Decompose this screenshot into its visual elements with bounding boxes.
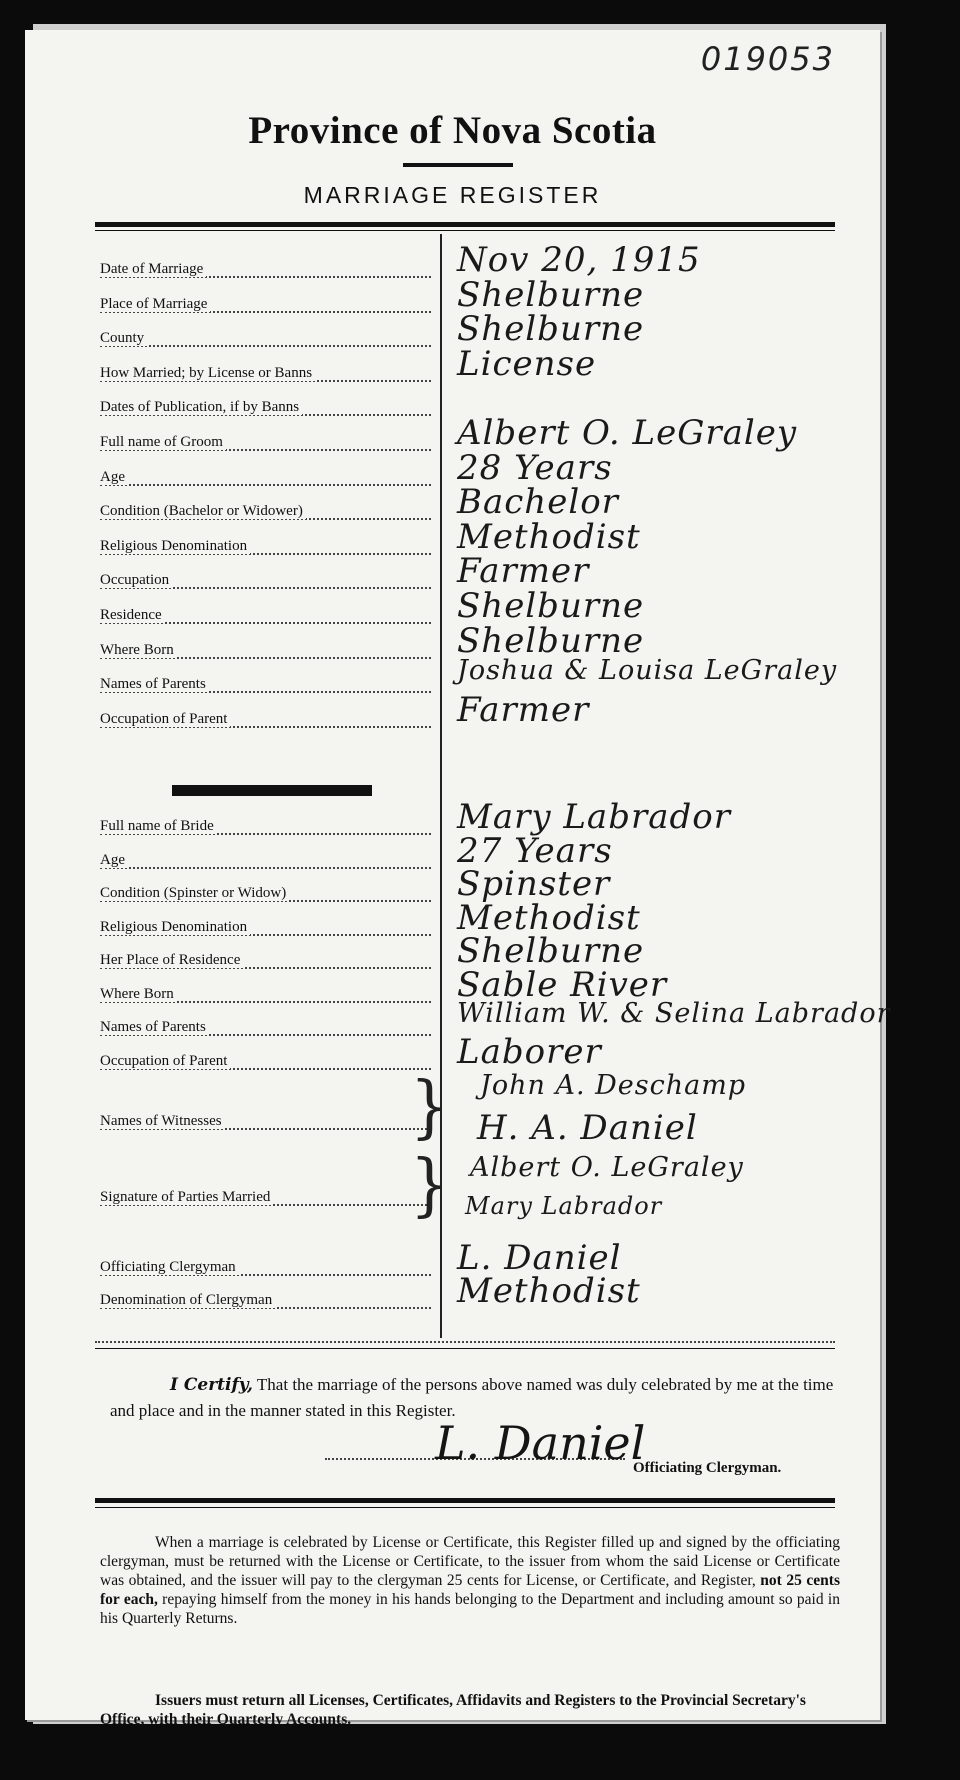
field-label: Condition (Spinster or Widow) [100, 885, 289, 901]
field-label: Date of Marriage [100, 261, 206, 277]
field-label: Dates of Publication, if by Banns [100, 399, 302, 415]
field-value: Farmer [457, 689, 590, 730]
field-value: Spinster [457, 864, 611, 904]
section-separator [172, 785, 372, 796]
signatures-row [100, 1188, 435, 1210]
field-row [100, 1018, 435, 1040]
field-value: Methodist [457, 897, 641, 938]
field-label: Residence [100, 607, 165, 623]
page-title: Province of Nova Scotia [248, 109, 657, 152]
field-value: Sable River [457, 964, 668, 1005]
return-notice [100, 1533, 840, 1628]
field-label: Denomination of Clergyman [100, 1292, 275, 1308]
field-row [100, 398, 435, 420]
header-rule-thin [95, 230, 835, 231]
field-label: Her Place of Residence [100, 952, 243, 968]
clergyman-signature: L. Daniel [435, 1416, 646, 1470]
field-value: Joshua & Louisa LeGraley [457, 655, 838, 687]
notice-part-1: When a marriage is celebrated by License or Certificate, this Register filled up and signed by the officiating clergyman, must be returned with the License or Certificate, to the issuer from whom the said License or Certificate was obtained, and the issuer will pay to the clergyman 25 cents for License, or Certificate, and Register, [100, 1534, 840, 1589]
field-value: 27 Years [457, 830, 613, 871]
field-value: Shelburne [457, 309, 645, 350]
field-label: Religious Denomination [100, 919, 250, 935]
field-label: Where Born [100, 642, 177, 658]
signatures-label: Signature of Parties Married [100, 1189, 273, 1205]
field-value: L. Daniel [457, 1238, 622, 1278]
field-label: Full name of Groom [100, 434, 226, 450]
certify-rule [95, 1348, 835, 1349]
issuers-note: Issuers must return all Licenses, Certificates, Affidavits and Registers to the Provincial Secretary's Office, with their Quarterly Accounts. [100, 1692, 806, 1728]
field-row [100, 641, 435, 663]
field-row [100, 329, 435, 351]
certify-lead: I Certify, [170, 1375, 253, 1395]
signature-caption: Officiating Clergyman. [633, 1460, 782, 1476]
witnesses-label: Names of Witnesses [100, 1113, 225, 1129]
field-row [100, 1291, 435, 1313]
field-label: Names of Parents [100, 676, 209, 692]
field-label: Names of Parents [100, 1019, 209, 1035]
title-underline [403, 163, 513, 167]
field-label: Full name of Bride [100, 818, 217, 834]
field-value: Bachelor [457, 482, 619, 523]
field-value: Shelburne [457, 620, 645, 661]
field-row [100, 1052, 435, 1074]
field-label: Age [100, 852, 128, 868]
field-row [100, 918, 435, 940]
witness-1: John A. Deschamp [480, 1070, 747, 1101]
field-label: Where Born [100, 986, 177, 1002]
notice-rule-thin [95, 1507, 835, 1508]
field-label: Place of Marriage [100, 296, 210, 312]
witnesses-row [100, 1112, 435, 1134]
field-label: Occupation of Parent [100, 711, 230, 727]
field-value: Methodist [457, 516, 641, 557]
field-row [100, 606, 435, 628]
witness-2: H. A. Daniel [477, 1108, 698, 1148]
field-row [100, 571, 435, 593]
field-value: License [457, 343, 597, 384]
field-row [100, 364, 435, 386]
field-row [100, 710, 435, 732]
field-value: Farmer [457, 551, 590, 592]
field-row [100, 433, 435, 455]
field-label: Occupation of Parent [100, 1053, 230, 1069]
field-row [100, 502, 435, 524]
field-label: Occupation [100, 572, 172, 588]
field-label: Religious Denomination [100, 538, 250, 554]
signature-groom: Albert O. LeGraley [470, 1152, 744, 1183]
field-value: William W. & Selina Labrador [457, 998, 891, 1029]
signature-bride: Mary Labrador [465, 1192, 663, 1220]
field-row [100, 817, 435, 839]
notice-part-2: repaying himself from the money in his hands belonging to the Department and including amount so paid in his Quarterly Returns. [100, 1591, 840, 1627]
clergy-rule [95, 1340, 835, 1343]
field-row [100, 851, 435, 873]
field-value: 28 Years [457, 447, 613, 488]
field-value: Shelburne [457, 586, 645, 626]
field-value: Shelburne [457, 931, 645, 971]
field-label: County [100, 330, 147, 346]
field-value: Laborer [457, 1031, 602, 1072]
field-value: Nov 20, 1915 [457, 240, 701, 280]
field-row [100, 985, 435, 1007]
field-label: How Married; by License or Banns [100, 365, 315, 381]
field-row [100, 260, 435, 282]
field-value: Methodist [457, 1271, 641, 1311]
certify-body: That the marriage of the persons above named was duly celebrated by me at the time and place and in the manner stated in this Register. [110, 1375, 834, 1420]
field-row [100, 951, 435, 973]
field-row [100, 675, 435, 697]
register-form [25, 30, 891, 1728]
field-row [100, 1258, 435, 1280]
header-rule [95, 222, 835, 227]
field-value: Mary Labrador [457, 797, 731, 837]
field-value: Albert O. LeGraley [457, 413, 798, 453]
field-row [100, 295, 435, 317]
field-row [100, 468, 435, 490]
notice-rule [95, 1498, 835, 1503]
notice-bold: not 25 cents for each, [100, 1572, 840, 1608]
field-label: Condition (Bachelor or Widower) [100, 503, 306, 519]
serial-number: 019053 [700, 40, 835, 78]
register-subtitle: MARRIAGE REGISTER [303, 182, 602, 208]
signatures-brace: } [410, 1144, 450, 1225]
field-row [100, 884, 435, 906]
field-label: Officiating Clergyman [100, 1259, 239, 1275]
field-value: Shelburne [457, 274, 645, 315]
field-row [100, 537, 435, 559]
witnesses-brace: } [410, 1066, 450, 1147]
field-label: Age [100, 469, 128, 485]
